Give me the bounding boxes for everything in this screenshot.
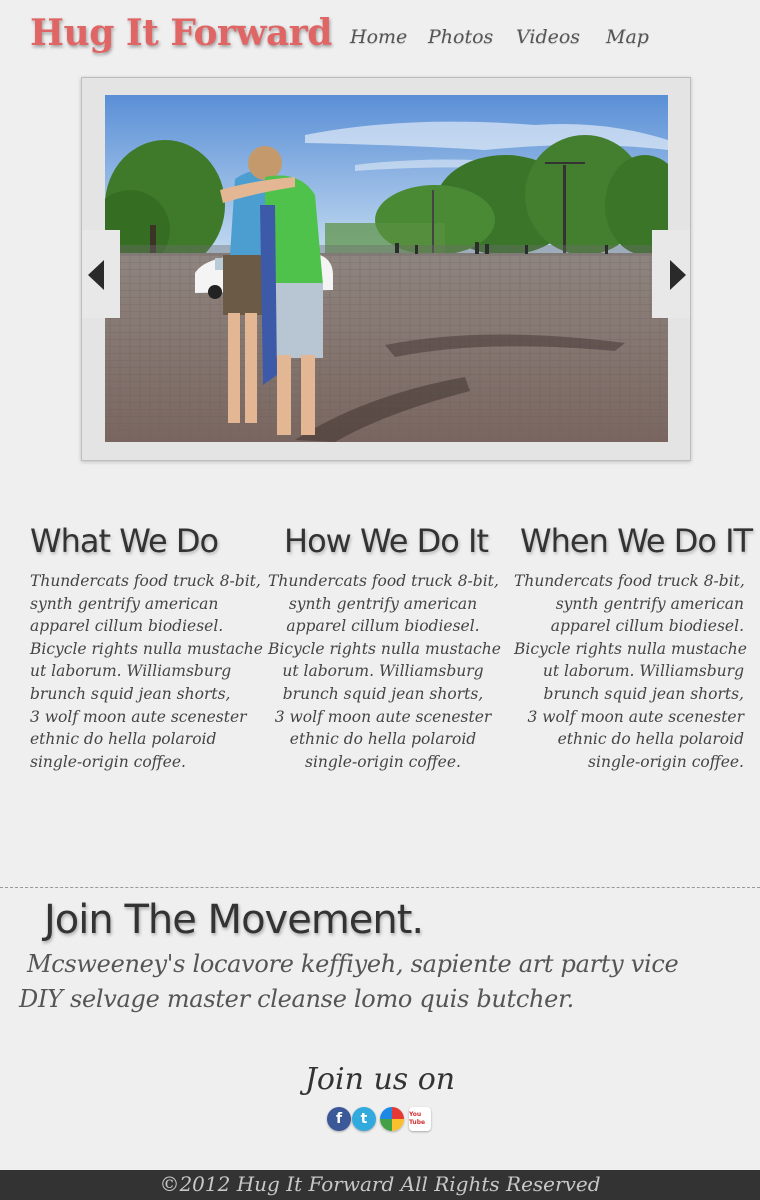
footer [0,1170,760,1200]
when-we-do-it-heading: When We Do IT [520,522,753,560]
twitter-icon[interactable]: t [352,1107,376,1131]
text-line: Bicycle rights nulla mustache [268,639,501,658]
text-line: Thundercats food truck 8-bit, [514,572,745,590]
text-line: single-origin coffee. [588,752,744,771]
hug-photo [105,95,668,442]
text-line: brunch squid jean shorts, [30,684,231,703]
text-line: ut laborum. Williamsburg [30,662,232,681]
arrow-left-icon [88,260,104,290]
text-line: synth gentrify american [555,594,744,613]
site-logo[interactable]: Hug It Forward [30,12,332,54]
text-line: apparel cillum biodiesel. [30,617,224,636]
nav-photos[interactable]: Photos [428,26,494,48]
section-divider [0,887,760,888]
text-line: single-origin coffee. [305,752,461,771]
text-line: ut laborum. Williamsburg [282,662,484,681]
text-line: Bicycle rights nulla mustache [514,639,747,658]
text-line: apparel cillum biodiesel. [550,617,744,636]
image-slider [81,77,691,461]
slide-image [105,95,668,442]
text-line: ethnic do hella polaroid [30,730,217,749]
nav-home[interactable]: Home [350,26,408,48]
youtube-icon[interactable]: You Tube [409,1107,431,1131]
facebook-icon[interactable]: f [327,1107,351,1131]
arrow-right-icon [670,260,686,290]
join-heading: Join The Movement. [44,897,424,943]
text-line: single-origin coffee. [30,752,186,771]
what-we-do-text [30,570,263,773]
text-line: synth gentrify american [288,594,478,613]
nav-map[interactable]: Map [606,26,649,48]
nav-videos[interactable]: Videos [516,26,581,48]
when-we-do-it-text [514,570,747,773]
text-line: 3 wolf moon aute scenester [527,707,744,726]
text-line: ethnic do hella polaroid [289,730,477,749]
text-line: ethnic do hella polaroid [557,730,744,749]
how-we-do-it-text [268,570,501,773]
text-line: brunch squid jean shorts, [282,684,484,703]
slider-next-button[interactable] [652,230,690,318]
join-text-line-1: Mcsweeney's locavore keffiyeh, sapiente art party vice [27,950,679,978]
how-we-do-it-heading: How We Do It [284,522,488,560]
text-line: synth gentrify american [30,594,219,613]
google-icon[interactable] [380,1107,404,1131]
text-line: ut laborum. Williamsburg [542,662,744,681]
slider-prev-button[interactable] [82,230,120,318]
join-us-on-label: Join us on [304,1062,456,1097]
text-line: brunch squid jean shorts, [543,684,744,703]
text-line: 3 wolf moon aute scenester [30,707,247,726]
text-line: Thundercats food truck 8-bit, [268,572,499,590]
what-we-do-heading: What We Do [30,522,219,560]
text-line: Thundercats food truck 8-bit, [30,572,261,590]
copyright-text: ©2012 Hug It Forward All Rights Reserved [159,1172,601,1196]
text-line: apparel cillum biodiesel. [286,617,480,636]
join-text-line-2: DIY selvage master cleanse lomo quis butcher. [19,985,574,1013]
text-line: Bicycle rights nulla mustache [30,639,263,658]
text-line: 3 wolf moon aute scenester [274,707,492,726]
